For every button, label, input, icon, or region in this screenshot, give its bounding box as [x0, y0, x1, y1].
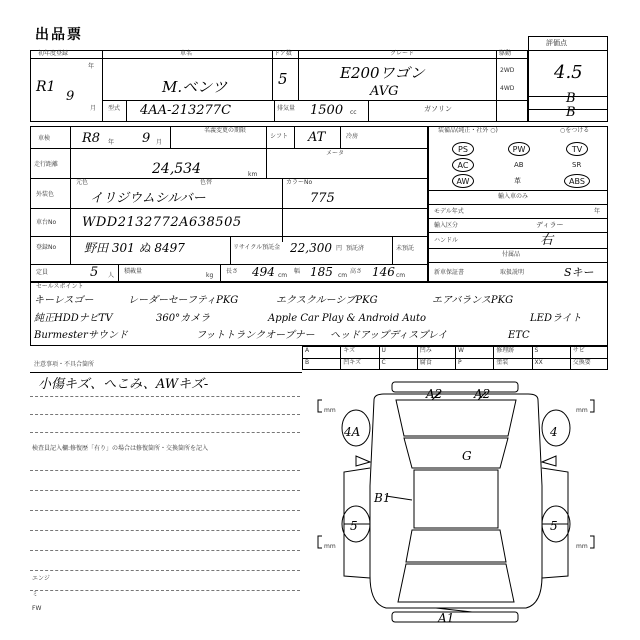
mark-top-a2: A2	[474, 387, 491, 401]
legend-cell: サビ	[572, 347, 585, 354]
shaken-era: R8	[82, 131, 101, 146]
mark-front-left: 4A	[344, 425, 361, 439]
grade2: AVG	[370, 84, 399, 99]
svg-text:mm: mm	[324, 543, 336, 550]
color: イリジウムシルバー	[90, 191, 206, 206]
mark-center: G	[462, 449, 472, 463]
legend-cell: S	[534, 347, 539, 354]
reg-number: 野田 301 ぬ 8497	[84, 241, 185, 255]
grade: E200ワゴン	[340, 64, 425, 82]
shift-label: シフト	[270, 133, 289, 140]
legend-cell: キズ	[343, 347, 356, 354]
legend-cell: 凹み	[419, 347, 432, 354]
handle: 右	[540, 233, 554, 248]
shift: AT	[308, 130, 326, 145]
accessories-title: 付属品	[502, 251, 521, 258]
era: R1	[36, 79, 56, 95]
sp-hud: ヘッドアップディスプレイ	[330, 330, 448, 341]
capacity: 5	[90, 265, 99, 280]
exterior-score: B	[566, 105, 576, 120]
legend-cell: XX	[534, 359, 543, 366]
shaken-label: 車検	[38, 135, 51, 142]
legend-cell: 修理跡	[496, 347, 515, 354]
legend-cell: 交換要	[572, 359, 591, 366]
legend-cell: 腐食	[419, 359, 432, 366]
equip-ac: AC	[452, 158, 474, 172]
legend-cell: P	[458, 359, 462, 366]
doors: 5	[278, 70, 288, 88]
svg-text:mm: mm	[576, 407, 588, 414]
sheet-title: 出品票	[35, 27, 83, 43]
sp-carplay: Apple Car Play & Android Auto	[268, 313, 427, 324]
svg-text:mm: mm	[576, 543, 588, 550]
notes-text: 小傷キズ、へこみ、AWキズ-	[38, 377, 209, 392]
vin: WDD2132772A638505	[82, 215, 242, 230]
equip-ps: PS	[452, 142, 474, 156]
drive-4wd: 4WD	[500, 85, 515, 92]
equip-tv: TV	[566, 142, 588, 156]
sales-title: セールスポイント	[36, 283, 84, 290]
svg-text:mm: mm	[324, 407, 336, 414]
reg-label: 登録No	[36, 244, 57, 251]
doors-label: ドア数	[274, 50, 292, 57]
sp-keyless: キーレスゴー	[34, 295, 94, 306]
fuel: ガソリン	[424, 105, 452, 113]
drive-2wd: 2WD	[500, 67, 515, 74]
recycle-state2: 未預託	[396, 245, 415, 252]
color-label: 外装色	[36, 191, 55, 198]
load-label: 積載量	[124, 268, 143, 275]
width: 185	[310, 265, 333, 279]
reg-month: 9	[66, 89, 75, 104]
displacement: 1500	[310, 103, 344, 118]
grade-label: グレード	[390, 50, 415, 57]
vin-label: 車台No	[36, 219, 57, 226]
score-label: 評価点	[546, 39, 567, 47]
color-no: 775	[310, 191, 335, 206]
maker-label: 車名	[180, 50, 193, 57]
sp-burmester: Burmesterサウンド	[34, 330, 128, 341]
disp-label: 排気量	[277, 105, 296, 112]
recycle-state: 預託済	[346, 245, 365, 252]
import-title: 輸入車のみ	[498, 193, 529, 200]
sp-radar: レーダーセーフティPKG	[128, 295, 239, 306]
equip-sr: SR	[572, 161, 582, 169]
mark-top-a: A2	[426, 387, 443, 401]
auction-sheet: 出品票 評価点 4.5 B B 初年度登録 車名 ドア数 グレード 駆動 2WD 4WD R1 年 9 月 M.ベンツ 5 E200ワゴン AVG 型式 4AA-213277C 排気量 1500 cc ガソリン 車検 R8 年 9 月 名義変更の期限 シフト AT 冷房 メータ 走行距離 24,534 km 外装色 元色 色替 イリジウムシルバー カラーNo 775 車台No WDD2132772A638505 登録No 野田 301 ぬ 8497 リサイクル預託金 22,300 円 預託済 未預託 定員 5 人 積載量 kg 長さ 494 cm 幅 185 cm 高さ 146 cm 装備品(純正・社外 ○) ○をつける PS PW TV AC AB SR AW 革 ABS 輸入車のみ モデル年式 年 輸入区分 ディラー ハンドル 右 付属品 新車保証書 取扱説明 Sキー セールスポイント キーレスゴー レーダーセーフティPKG エクスクルーシブPKG エアバランスPKG 純正HDDナビTV 360°カメラ Apple Car Play & Android Auto LEDライト Burmesterサウンド フットトランクオープナー ヘッドアップディスプレイ ETC A キズ U 凹み W 修理跡 S サビ B 凹キズ C 腐食 P 塗装 XX 交換要 注意事項・不具合箇所 小傷キズ、へこみ、AWキズ- 検査員記入欄:修復歴「有り」の場合は修復箇所・交換箇所を記入 エンジ ミ FW A2 A2 4A 4 G B1 5 5 A1 mm mm mm mm	[0, 0, 640, 640]
shaken-month: 9	[142, 131, 151, 146]
equip-pw: PW	[508, 142, 530, 156]
mark-rear-right: 5	[550, 519, 558, 533]
equipment-title: 装備品(純正・社外 ○)	[438, 127, 498, 134]
dealer: ディラー	[536, 221, 564, 229]
recycle-amount: 22,300	[290, 241, 332, 255]
sp-led: LEDライト	[530, 313, 582, 324]
sp-etc: ETC	[508, 330, 530, 341]
sp-foot: フットトランクオープナー	[196, 330, 315, 341]
legend-cell: 凹キズ	[343, 359, 362, 366]
cap-label: 定員	[36, 269, 49, 276]
mark-rear-left: 5	[350, 519, 358, 533]
equip-abs: ABS	[564, 174, 590, 188]
ledger-label: 名義変更の期限	[204, 127, 247, 134]
year-label: 初年度登録	[38, 50, 69, 57]
sp-airbalance: エアバランスPKG	[432, 295, 514, 306]
mileage-label: 走行距離	[34, 161, 59, 168]
overall-score: 4.5	[554, 62, 583, 83]
mark-b1: B1	[374, 491, 391, 505]
model: 4AA-213277C	[140, 103, 232, 118]
equip-ab: AB	[514, 161, 524, 169]
color-no-label: カラーNo	[286, 179, 313, 186]
inspector-title: 検査員記入欄:修復歴「有り」の場合は修復箇所・交換箇所を記入	[32, 445, 209, 452]
cool-label: 冷房	[346, 133, 359, 140]
recycle-label: リサイクル預託金	[233, 244, 281, 251]
notes-title: 注意事項・不具合箇所	[34, 361, 95, 368]
legend-cell: B	[305, 359, 310, 366]
legend-cell: U	[381, 347, 386, 354]
length: 494	[252, 265, 275, 279]
keys: Sキー	[564, 266, 594, 279]
sp-navi: 純正HDDナビTV	[34, 313, 113, 324]
sp-camera: 360°カメラ	[156, 313, 211, 324]
legend-cell: W	[458, 347, 464, 354]
car-diagram	[304, 376, 608, 628]
equip-leather: 革	[514, 177, 521, 185]
legend-cell: 塗装	[496, 359, 509, 366]
drive-label: 駆動	[499, 50, 512, 57]
mileage: 24,534	[152, 161, 201, 177]
sp-exclusive: エクスクルーシブPKG	[276, 295, 378, 306]
meter-label: メータ	[326, 150, 345, 157]
height: 146	[372, 265, 395, 279]
legend-cell: C	[381, 359, 386, 366]
interior-score: B	[566, 91, 576, 106]
mark-front-right: 4	[550, 425, 558, 439]
legend-cell: A	[305, 347, 310, 354]
maker: M.ベンツ	[162, 78, 228, 96]
equip-aw: AW	[452, 174, 474, 188]
mark-bottom: A1	[438, 611, 455, 625]
model-label: 型式	[108, 105, 121, 112]
